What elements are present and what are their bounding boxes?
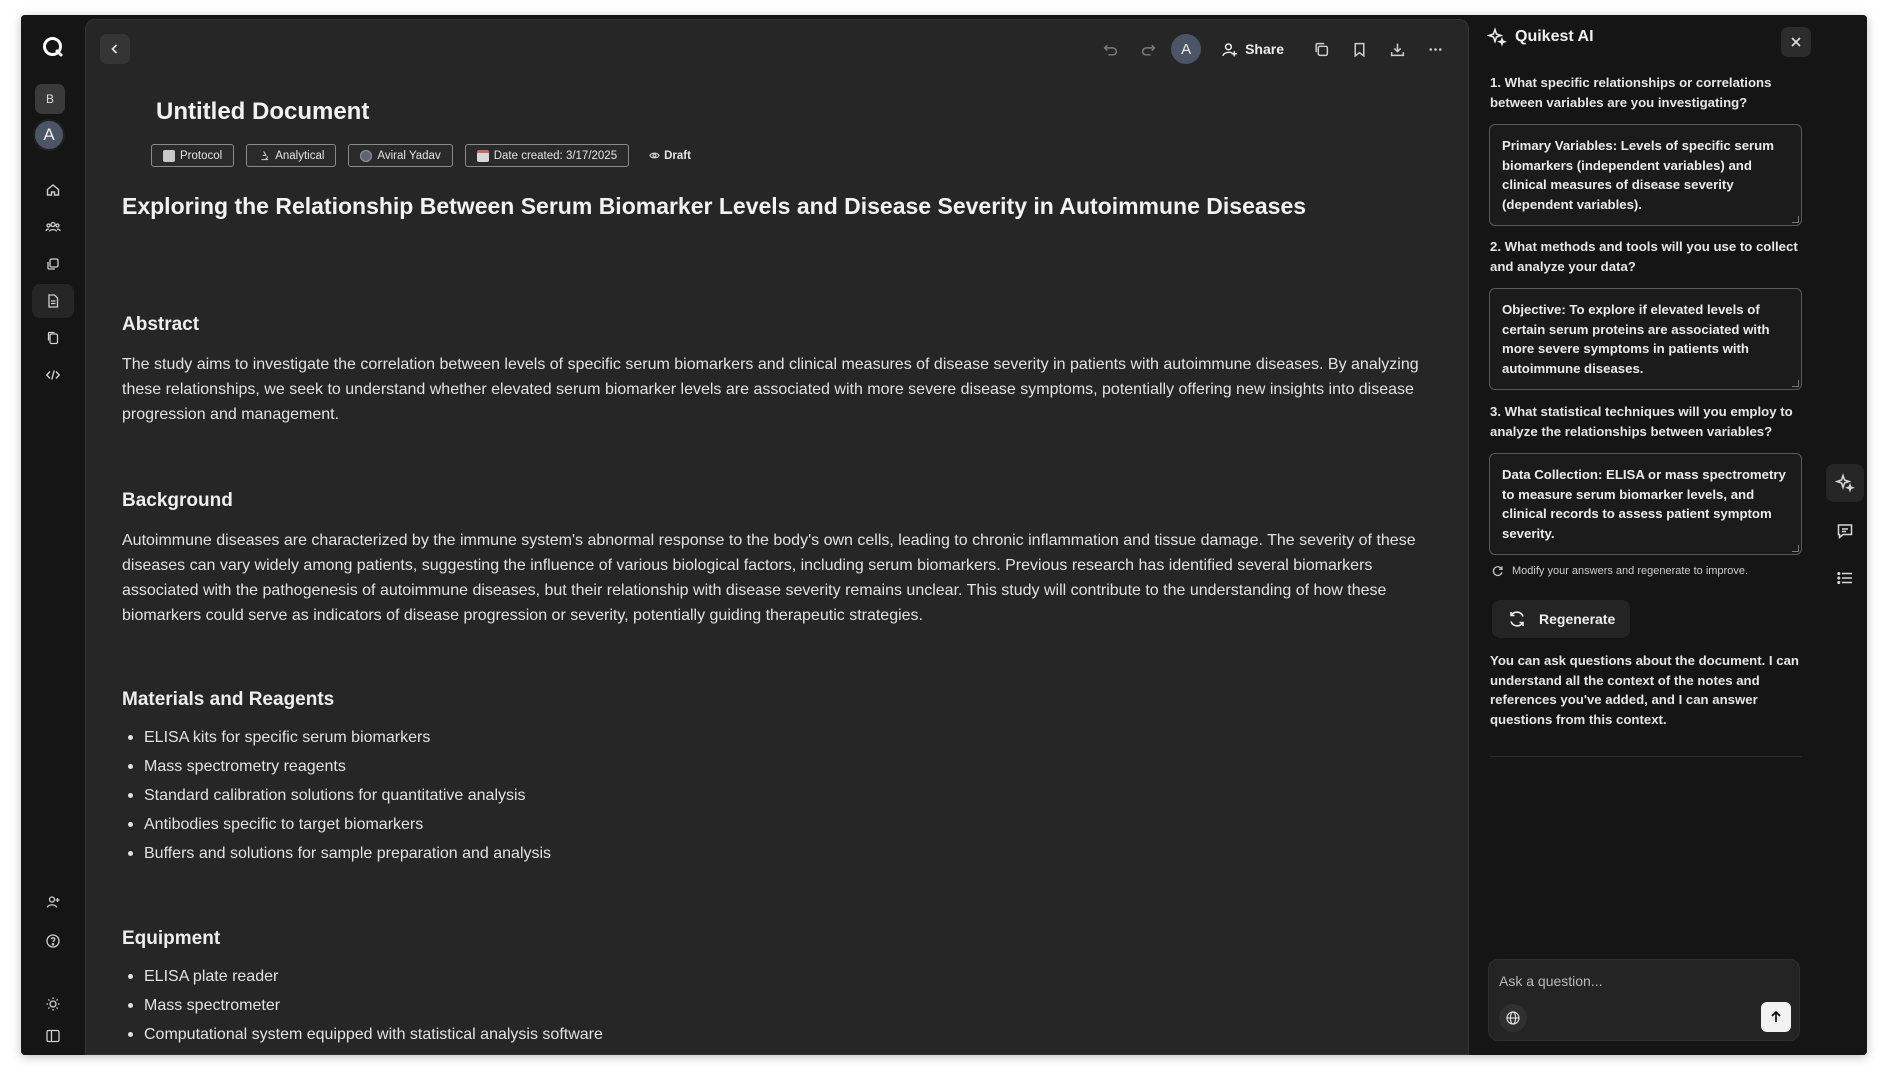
avatar-icon	[360, 150, 372, 162]
sidebar-toggle[interactable]	[32, 1019, 74, 1053]
more-options-button[interactable]	[1416, 32, 1454, 66]
bookmark-icon	[1351, 41, 1368, 58]
list-item: ELISA kits for specific serum biomarkers	[122, 723, 1022, 752]
stack-icon	[45, 256, 61, 272]
section-title-background: Background	[122, 490, 233, 511]
regenerate-label: Regenerate	[1539, 611, 1616, 627]
app-window	[21, 15, 1867, 1055]
users-icon	[45, 219, 61, 235]
list-item: Computational system equipped with statistical analysis software	[122, 1020, 1022, 1049]
list-item: Mass spectrometry reagents	[122, 752, 1022, 781]
back-button[interactable]	[100, 34, 130, 64]
nav-add-user[interactable]	[32, 885, 74, 919]
home-icon	[45, 182, 61, 198]
logo-icon	[41, 35, 65, 59]
ai-question: 1. What specific relationships or correlations between variables are you investigating?	[1490, 75, 1772, 110]
sparkle-icon	[1487, 27, 1507, 47]
comment-icon	[1835, 521, 1855, 541]
redo-button[interactable]	[1129, 32, 1167, 66]
redo-icon	[1140, 41, 1157, 58]
copy-icon	[45, 330, 61, 346]
undo-button[interactable]	[1091, 32, 1129, 66]
section-title-abstract: Abstract	[122, 314, 200, 335]
document-toolbar	[1091, 32, 1454, 66]
arrow-up-icon	[1768, 1009, 1784, 1025]
web-search-toggle[interactable]	[1499, 1004, 1527, 1032]
nav-home[interactable]	[32, 173, 74, 207]
nav-pages[interactable]	[32, 321, 74, 355]
user-avatar[interactable]: A	[33, 119, 65, 151]
tag-label: Protocol	[180, 149, 223, 162]
share-button[interactable]	[1211, 32, 1294, 66]
tag-protocol[interactable]	[151, 144, 234, 167]
nav-team[interactable]	[32, 210, 74, 244]
user-share-icon	[1221, 41, 1238, 58]
chevron-left-icon	[108, 42, 122, 56]
status-badge	[649, 150, 691, 162]
modify-hint	[1491, 564, 1748, 577]
tag-author[interactable]	[348, 144, 452, 167]
tag-analytical[interactable]	[246, 144, 336, 167]
list-item: Mass spectrometer	[122, 991, 1022, 1020]
materials-list	[122, 723, 1022, 868]
tag-label: Date created: 3/17/2025	[493, 149, 618, 162]
collaborator-avatar[interactable]: A	[1171, 34, 1201, 64]
list-item: Standard calibration solutions for quantitative analysis	[122, 781, 1022, 810]
panel-icon	[45, 1028, 61, 1044]
document-tags	[151, 144, 691, 167]
close-ai-panel-button[interactable]	[1781, 27, 1811, 57]
left-sidebar	[21, 15, 85, 1055]
eye-icon	[649, 150, 660, 161]
refresh-icon	[1491, 564, 1504, 577]
more-horizontal-icon	[1427, 41, 1444, 58]
regenerate-button[interactable]	[1492, 600, 1630, 638]
ai-answer-field[interactable]: Objective: To explore if elevated levels of certain serum proteins are associated with more severe symptoms in patients with autoimmune diseases.	[1489, 288, 1802, 390]
right-tool-rail	[1823, 15, 1867, 1055]
help-icon	[45, 933, 61, 949]
tag-date-created[interactable]	[465, 144, 629, 167]
workspace-switcher[interactable]: B	[35, 84, 65, 114]
list-item: Buffers and solutions for sample preparation and analysis	[122, 839, 1022, 868]
calendar-icon	[477, 150, 489, 162]
section-title-equipment: Equipment	[122, 928, 221, 949]
code-icon	[45, 367, 61, 383]
bookmark-button[interactable]	[1340, 32, 1378, 66]
app-logo[interactable]	[35, 29, 71, 65]
document-pane	[85, 19, 1469, 1055]
document-heading: Exploring the Relationship Between Serum Biomarker Levels and Disease Severity in Autoimmune Diseases	[122, 193, 1307, 219]
notepad-icon	[163, 150, 175, 162]
ai-assistant-tab[interactable]	[1826, 464, 1864, 502]
list-item: Antibodies specific to target biomarkers	[122, 810, 1022, 839]
equipment-list	[122, 962, 1022, 1049]
comments-tab[interactable]	[1826, 512, 1864, 550]
duplicate-button[interactable]	[1302, 32, 1340, 66]
list-item: ELISA plate reader	[122, 962, 1022, 991]
nav-code[interactable]	[32, 358, 74, 392]
globe-icon	[1505, 1010, 1521, 1026]
ask-question-composer	[1488, 959, 1800, 1041]
nav-documents[interactable]	[32, 284, 74, 318]
divider	[1490, 756, 1802, 757]
ai-answer-field[interactable]: Data Collection: ELISA or mass spectrometry to measure serum biomarker levels, and clinical records to assess patient symptom severity.	[1489, 453, 1802, 555]
refresh-icon	[1507, 609, 1527, 629]
document-icon	[45, 293, 61, 309]
ai-assistant-panel	[1469, 15, 1823, 1055]
download-button[interactable]	[1378, 32, 1416, 66]
send-button[interactable]	[1761, 1002, 1791, 1032]
background-text: Autoimmune diseases are characterized by the immune system's abnormal response to the body's own cells, leading to chronic inflammation and tissue damage. The severity of these diseases can vary widely among patients, suggesting the influence of various biological factors, including serum biomarkers. Previous research has identified several biomarkers associated with the pathogenesis of autoimmune diseases, but their relationship with disease severity remains unclear. This study will contribute to the understanding of how these biomarkers could serve as indicators of disease progression or severity, potentially guiding therapeutic strategies.	[122, 532, 1416, 624]
status-label: Draft	[664, 149, 691, 162]
ai-panel-header	[1487, 27, 1594, 47]
tag-label: Analytical	[275, 149, 325, 162]
section-title-materials: Materials and Reagents	[122, 689, 335, 710]
close-icon	[1789, 35, 1803, 49]
tag-label: Aviral Yadav	[377, 149, 441, 162]
sparkle-icon	[1835, 473, 1855, 493]
nav-collections[interactable]	[32, 247, 74, 281]
sun-icon	[45, 996, 61, 1012]
theme-toggle[interactable]	[32, 987, 74, 1021]
nav-help[interactable]	[32, 924, 74, 958]
copy-icon	[1313, 41, 1330, 58]
download-icon	[1389, 41, 1406, 58]
ai-panel-title: Quikest AI	[1515, 28, 1594, 45]
undo-icon	[1102, 41, 1119, 58]
microscope-icon	[258, 150, 270, 162]
user-add-icon	[45, 894, 61, 910]
ai-question: 3. What statistical techniques will you employ to analyze the relationships between variables?	[1490, 404, 1793, 439]
modify-hint-text: Modify your answers and regenerate to improve.	[1512, 564, 1749, 577]
share-label: Share	[1245, 41, 1284, 57]
ai-answer-field[interactable]: Primary Variables: Levels of specific serum biomarkers (independent variables) and clinical measures of disease severity (dependent variables).	[1489, 124, 1802, 226]
list-icon	[1835, 568, 1855, 588]
abstract-text: The study aims to investigate the correlation between levels of specific serum biomarkers and clinical measures of disease severity in patients with autoimmune diseases. By analyzing these relationships, we seek to understand whether elevated serum biomarker levels are associated with more severe disease symptoms, potentially offering new insights into disease progression and management.	[122, 356, 1419, 423]
ai-intro-message: You can ask questions about the document. I can understand all the context of the notes and references you've added, and I can answer questions from this context.	[1490, 653, 1799, 727]
document-title[interactable]: Untitled Document	[156, 98, 370, 125]
outline-tab[interactable]	[1826, 559, 1864, 597]
ask-question-input[interactable]	[1499, 970, 1789, 992]
ai-question: 2. What methods and tools will you use to collect and analyze your data?	[1490, 239, 1798, 274]
